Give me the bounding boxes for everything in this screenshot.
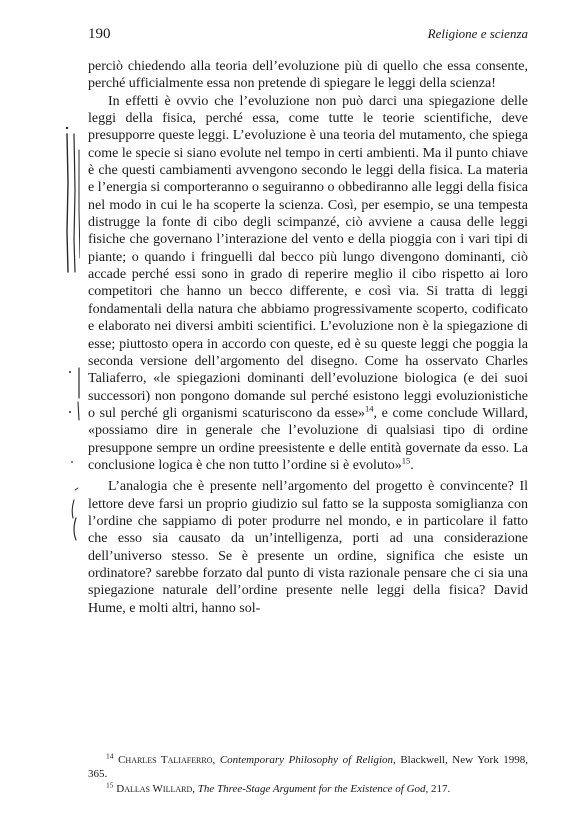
footnote-15 xyxy=(88,782,528,796)
footnote-14 xyxy=(88,753,528,781)
margin-annotations xyxy=(0,0,80,833)
margin-pencil-dot xyxy=(71,461,73,463)
paragraph-2-text-c: . xyxy=(410,457,414,473)
margin-pencil-line xyxy=(78,402,79,420)
margin-pencil-line xyxy=(67,134,68,272)
margin-pencil-dot xyxy=(66,127,68,129)
paragraph-1: perciò chiedendo alla teoria dell’evoluzione più di quello che essa consente, perché ufficialmente essa non pretende di spiegare le leggi della scienza! xyxy=(88,59,528,92)
footnote-number: 14 xyxy=(106,751,114,761)
margin-pencil-line xyxy=(72,500,74,518)
footnote-title: Contemporary Philosophy of Religion, xyxy=(219,754,396,766)
footnotes xyxy=(88,753,528,797)
footnote-author: Dallas Willard, xyxy=(116,783,195,795)
footnote-publication: Blackwell, New York 1998, 365. xyxy=(88,754,529,780)
footnote-publication: 217. xyxy=(428,783,451,795)
running-title: Religione e scienza xyxy=(427,26,528,41)
footnote-ref-14[interactable]: 14 xyxy=(365,403,374,414)
footnote-author: Charles Taliaferro, xyxy=(118,754,216,766)
margin-pencil-line xyxy=(74,134,75,272)
paragraph-2-text-b: , e come conclude Willard, «possiamo dire in generale che l’evoluzione di qualsiasi tipo di ordine presuppone sempre un ordine preesistente e delle entità governate da esso. La conclusione logica è che non tutto l’ordine si è evoluto» xyxy=(88,405,528,473)
margin-pencil-dot xyxy=(69,411,71,413)
footnote-ref-15[interactable]: 15 xyxy=(401,455,411,466)
margin-pencil-line xyxy=(75,488,78,490)
paragraph-2 xyxy=(88,93,528,475)
footnote-number: 15 xyxy=(106,780,114,790)
margin-pencil-line xyxy=(79,150,80,258)
margin-pencil-line xyxy=(74,518,76,540)
page-number: 190 xyxy=(88,26,111,42)
paragraph-3: L’analogia che è presente nell’argomento del progetto è convincente? Il lettore deve farsi un proprio giudizio sul fatto se la supposta somiglianza con l’ordine che sappiamo di poter produrre nel mondo, e in particolare il fatto che esso sia causato da un’intelligenza, porti ad una considerazione dell’universo stesso. Se è presente un ordine, significa che esiste un ordinatore? sarebbe forzato dal punto di vista razionale pensare che ci sia una spiegazione naturale dell’ordine presente nelle leggi della fisica? David Hume, e molti altri, hanno sol- xyxy=(88,479,528,616)
page-header xyxy=(88,26,528,48)
paragraph-2-text-a: In effetti è ovvio che l’evoluzione non può darci una spiegazione delle leggi della fisica, perché essa, come tutte le teorie scientifiche, deve presupporre queste leggi. L’evoluzione è una teoria del mutamento, che spiega come le specie si siano evolute nel tempo in certi ambienti. Ma il punto chiave è che questi cambiamenti avvengono secondo le leggi della fisica. La materia e l’energia si comporteranno o seguiranno o obbediranno alle leggi della fisica nel modo in cui le ha scoperte la scienza. Così, per esempio, se una tempesta distrugge la fonte di cibo degli scimpanzé, ciò avviene a causa delle leggi fisiche che governano l’interazione del vento e della pioggia con i vari tipi di piante; o quando i fringuelli dal becco più lungo divengono dominanti, ciò accade perché essi sono in grado di reperire meglio il cibo rispetto ai loro competitori che hanno un becco differente, e così via. Si tratta di leggi fondamentali della natura che abbiamo progressivamente scoperto, codificato e elaborato nei diversi ambiti scientifici. L’evoluzione non è la spiegazione di esse; piuttosto opera in accordo con queste, ed è su queste leggi che poggia la seconda versione dell’argomento del disegno. Come ha osservato Charles Taliaferro, «le spiegazioni dominanti dell’evoluzione biologica (e dei suoi successori) non pongono domande sul perché esistono leggi evoluzionistiche o sul perché gli organismi scaturiscono da esse» xyxy=(88,93,528,421)
footnote-title: The Three-Stage Argument for the Existence of God, xyxy=(197,783,429,795)
margin-pencil-dot xyxy=(69,371,71,373)
body-text xyxy=(88,58,528,617)
